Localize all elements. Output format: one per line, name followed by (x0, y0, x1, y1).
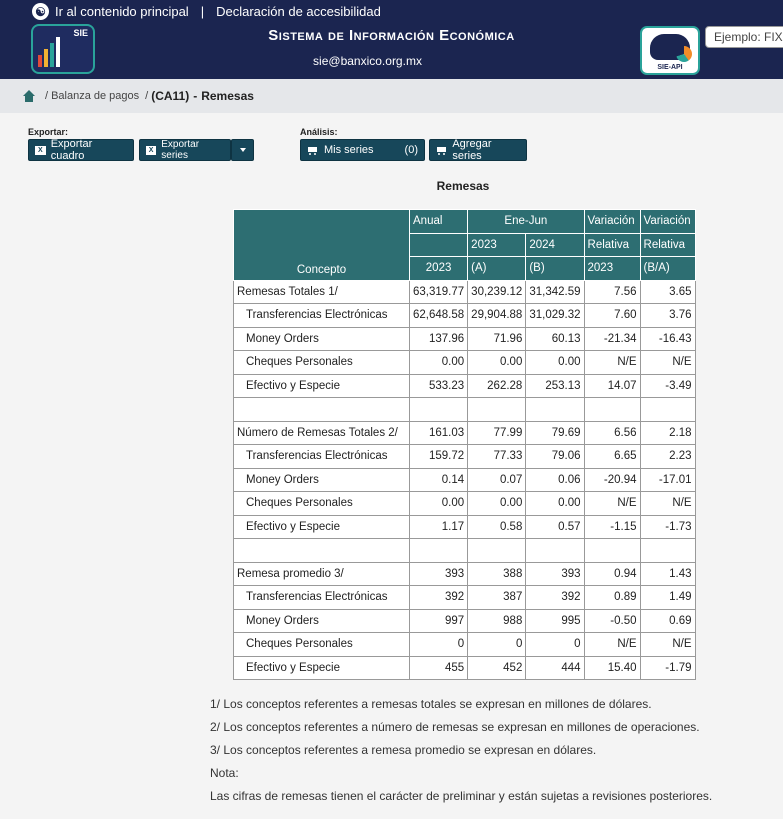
row-label: Efectivo y Especie (234, 374, 410, 398)
row-value: N/E (640, 633, 695, 657)
row-value: -16.43 (640, 327, 695, 351)
header-year-2023: 2023 (468, 233, 526, 257)
row-value: 392 (410, 586, 468, 610)
table-row (234, 304, 696, 328)
row-value: 444 (526, 656, 584, 680)
table-row (234, 609, 696, 633)
row-value: 29,904.88 (468, 304, 526, 328)
row-value: 393 (410, 562, 468, 586)
my-series-count: (0) (404, 144, 418, 156)
footnote: 3/ Los conceptos referentes a remesa promedio se expresan en dólares. (210, 743, 597, 757)
row-value: -1.15 (584, 515, 640, 539)
row-value: 0.14 (410, 468, 468, 492)
row-value: N/E (640, 492, 695, 516)
row-value: 0.00 (526, 492, 584, 516)
site-title: Sistema de Información Económica (268, 27, 515, 44)
row-label: Efectivo y Especie (234, 515, 410, 539)
my-series-button[interactable] (300, 139, 425, 161)
row-value: -17.01 (640, 468, 695, 492)
table-row (234, 468, 696, 492)
row-value: 0.00 (410, 351, 468, 375)
table-row (234, 562, 696, 586)
breadcrumb-code: (CA11) (151, 89, 190, 103)
row-value: -1.79 (640, 656, 695, 680)
row-value: 79.69 (526, 421, 584, 445)
row-value (584, 398, 640, 422)
row-value: 0.06 (526, 468, 584, 492)
row-label: Transferencias Electrónicas (234, 586, 410, 610)
row-value: 0.69 (640, 609, 695, 633)
row-value: 0.57 (526, 515, 584, 539)
row-value: 1.49 (640, 586, 695, 610)
row-value: 3.65 (640, 280, 695, 304)
row-value: -0.50 (584, 609, 640, 633)
row-value: 161.03 (410, 421, 468, 445)
accessibility-statement-link[interactable]: Declaración de accesibilidad (216, 4, 381, 19)
caret-down-icon (240, 148, 246, 152)
table-row (234, 586, 696, 610)
search-input[interactable]: Ejemplo: FIX (705, 26, 783, 48)
table-row (234, 656, 696, 680)
row-value (468, 398, 526, 422)
breadcrumb-parent[interactable]: Balanza de pagos (51, 90, 140, 102)
export-series-button[interactable] (139, 139, 231, 161)
sie-logo-label: SIE (73, 28, 88, 38)
row-value: 159.72 (410, 445, 468, 469)
row-value: 31,342.59 (526, 280, 584, 304)
table-row (234, 374, 696, 398)
header-variation-year: 2023 (584, 257, 640, 281)
row-value: 1.43 (640, 562, 695, 586)
row-label (234, 398, 410, 422)
separator: | (200, 4, 205, 19)
row-label (234, 539, 410, 563)
row-value: 262.28 (468, 374, 526, 398)
row-label: Efectivo y Especie (234, 656, 410, 680)
add-series-button[interactable] (429, 139, 527, 161)
header-relative-2: Relativa (640, 233, 695, 257)
header-a: (A) (468, 257, 526, 281)
row-value (410, 539, 468, 563)
row-value (584, 539, 640, 563)
breadcrumb-current: Remesas (201, 89, 254, 103)
row-value: 6.56 (584, 421, 640, 445)
row-label: Transferencias Electrónicas (234, 445, 410, 469)
pie-chart-icon (676, 46, 692, 62)
row-value: 77.33 (468, 445, 526, 469)
row-value: 455 (410, 656, 468, 680)
table-row (234, 280, 696, 304)
row-value: -3.49 (640, 374, 695, 398)
export-table-label: Exportar cuadro (50, 138, 93, 162)
row-value: 79.06 (526, 445, 584, 469)
footnote: Nota: (210, 766, 239, 780)
row-value (468, 539, 526, 563)
row-value: 388 (468, 562, 526, 586)
row-label: Número de Remesas Totales 2/ (234, 421, 410, 445)
row-value: 7.60 (584, 304, 640, 328)
row-value: N/E (584, 492, 640, 516)
header-ene-jun: Ene-Jun (468, 210, 584, 234)
footnote: Las cifras de remesas tienen el carácter de preliminar y están sujetas a revisiones posteriores. (210, 789, 713, 803)
row-value: 31,029.32 (526, 304, 584, 328)
footnote: 1/ Los conceptos referentes a remesas totales se expresan en millones de dólares. (210, 697, 652, 711)
table-row-blank (234, 539, 696, 563)
row-value (640, 398, 695, 422)
row-value: 2.23 (640, 445, 695, 469)
row-value: 0.58 (468, 515, 526, 539)
row-value: N/E (584, 633, 640, 657)
table-row (234, 515, 696, 539)
row-value: 0.00 (468, 351, 526, 375)
header-annual-year: 2023 (410, 257, 468, 281)
table-row (234, 633, 696, 657)
breadcrumb-dash: - (193, 89, 198, 103)
row-label: Cheques Personales (234, 492, 410, 516)
footnotes (210, 697, 712, 812)
row-value: 71.96 (468, 327, 526, 351)
row-value: 63,319.77 (410, 280, 468, 304)
row-label: Cheques Personales (234, 633, 410, 657)
export-series-label: Exportar series (161, 139, 200, 161)
row-value: 6.65 (584, 445, 640, 469)
row-label: Cheques Personales (234, 351, 410, 375)
row-value: 77.99 (468, 421, 526, 445)
excel-icon: X (146, 146, 156, 155)
remesas-table (233, 209, 696, 680)
row-value: 0.89 (584, 586, 640, 610)
row-value: N/E (640, 351, 695, 375)
header-variation-1: Variación (584, 210, 640, 234)
row-value: 533.23 (410, 374, 468, 398)
row-value: 62,648.58 (410, 304, 468, 328)
table-title: Remesas (436, 179, 490, 193)
row-value: 15.40 (584, 656, 640, 680)
row-value: 7.56 (584, 280, 640, 304)
row-value: 0.00 (526, 351, 584, 375)
row-value: 14.07 (584, 374, 640, 398)
row-value: 387 (468, 586, 526, 610)
table-row (234, 445, 696, 469)
row-value: 988 (468, 609, 526, 633)
row-value: 452 (468, 656, 526, 680)
excel-icon: X (35, 146, 46, 155)
breadcrumb-separator: / (145, 90, 149, 102)
export-table-button[interactable] (28, 139, 134, 161)
header-b: (B) (526, 257, 584, 281)
contact-email[interactable]: sie@banxico.org.mx (313, 54, 422, 68)
row-value: 60.13 (526, 327, 584, 351)
row-value: 3.76 (640, 304, 695, 328)
row-value: 0 (526, 633, 584, 657)
row-label: Money Orders (234, 468, 410, 492)
footnote: 2/ Los conceptos referentes a número de remesas se expresan en millones de operaciones. (210, 720, 700, 734)
header-variation-2: Variación (640, 210, 695, 234)
breadcrumb-separator: / (45, 90, 49, 102)
row-value: 30,239.12 (468, 280, 526, 304)
table-row-blank (234, 398, 696, 422)
skip-to-content-link[interactable]: Ir al contenido principal (55, 4, 189, 19)
header-annual: Anual (410, 210, 468, 234)
row-label: Money Orders (234, 609, 410, 633)
sie-api-logo[interactable] (640, 26, 700, 75)
analysis-label: Análisis: (300, 127, 338, 137)
row-value: 995 (526, 609, 584, 633)
home-icon[interactable] (22, 90, 36, 102)
row-value: 0.94 (584, 562, 640, 586)
row-value: 393 (526, 562, 584, 586)
header-relative-1: Relativa (584, 233, 640, 257)
add-series-label: Agregar series (452, 138, 492, 162)
row-label: Transferencias Electrónicas (234, 304, 410, 328)
skip-links (32, 3, 381, 20)
row-value: 0.00 (468, 492, 526, 516)
row-value (526, 539, 584, 563)
row-value: 0 (410, 633, 468, 657)
row-value: 2.18 (640, 421, 695, 445)
row-value: 392 (526, 586, 584, 610)
row-value: 137.96 (410, 327, 468, 351)
row-value (640, 539, 695, 563)
accessibility-icon: ☯ (32, 3, 49, 20)
sie-api-label: SIE-API (657, 64, 683, 71)
row-value: -21.34 (584, 327, 640, 351)
row-value: 997 (410, 609, 468, 633)
row-value: N/E (584, 351, 640, 375)
site-header (0, 0, 783, 79)
row-value (526, 398, 584, 422)
row-value: -20.94 (584, 468, 640, 492)
export-dropdown-button[interactable] (231, 139, 254, 161)
header-year-2024: 2024 (526, 233, 584, 257)
header-concept: Concepto (234, 210, 410, 281)
row-label: Remesa promedio 3/ (234, 562, 410, 586)
table-row (234, 327, 696, 351)
cart-icon (307, 146, 319, 155)
row-value: 0.07 (468, 468, 526, 492)
table-row (234, 492, 696, 516)
row-value: 253.13 (526, 374, 584, 398)
cart-plus-icon (436, 146, 447, 155)
export-label: Exportar: (28, 127, 69, 137)
row-value: 0 (468, 633, 526, 657)
my-series-label: Mis series (324, 144, 374, 156)
row-value: -1.73 (640, 515, 695, 539)
breadcrumb (0, 79, 783, 113)
table-row (234, 351, 696, 375)
row-value: 1.17 (410, 515, 468, 539)
header-blank (410, 233, 468, 257)
header-b-over-a: (B/A) (640, 257, 695, 281)
row-label: Money Orders (234, 327, 410, 351)
table-row (234, 421, 696, 445)
row-value: 0.00 (410, 492, 468, 516)
row-value (410, 398, 468, 422)
row-label: Remesas Totales 1/ (234, 280, 410, 304)
